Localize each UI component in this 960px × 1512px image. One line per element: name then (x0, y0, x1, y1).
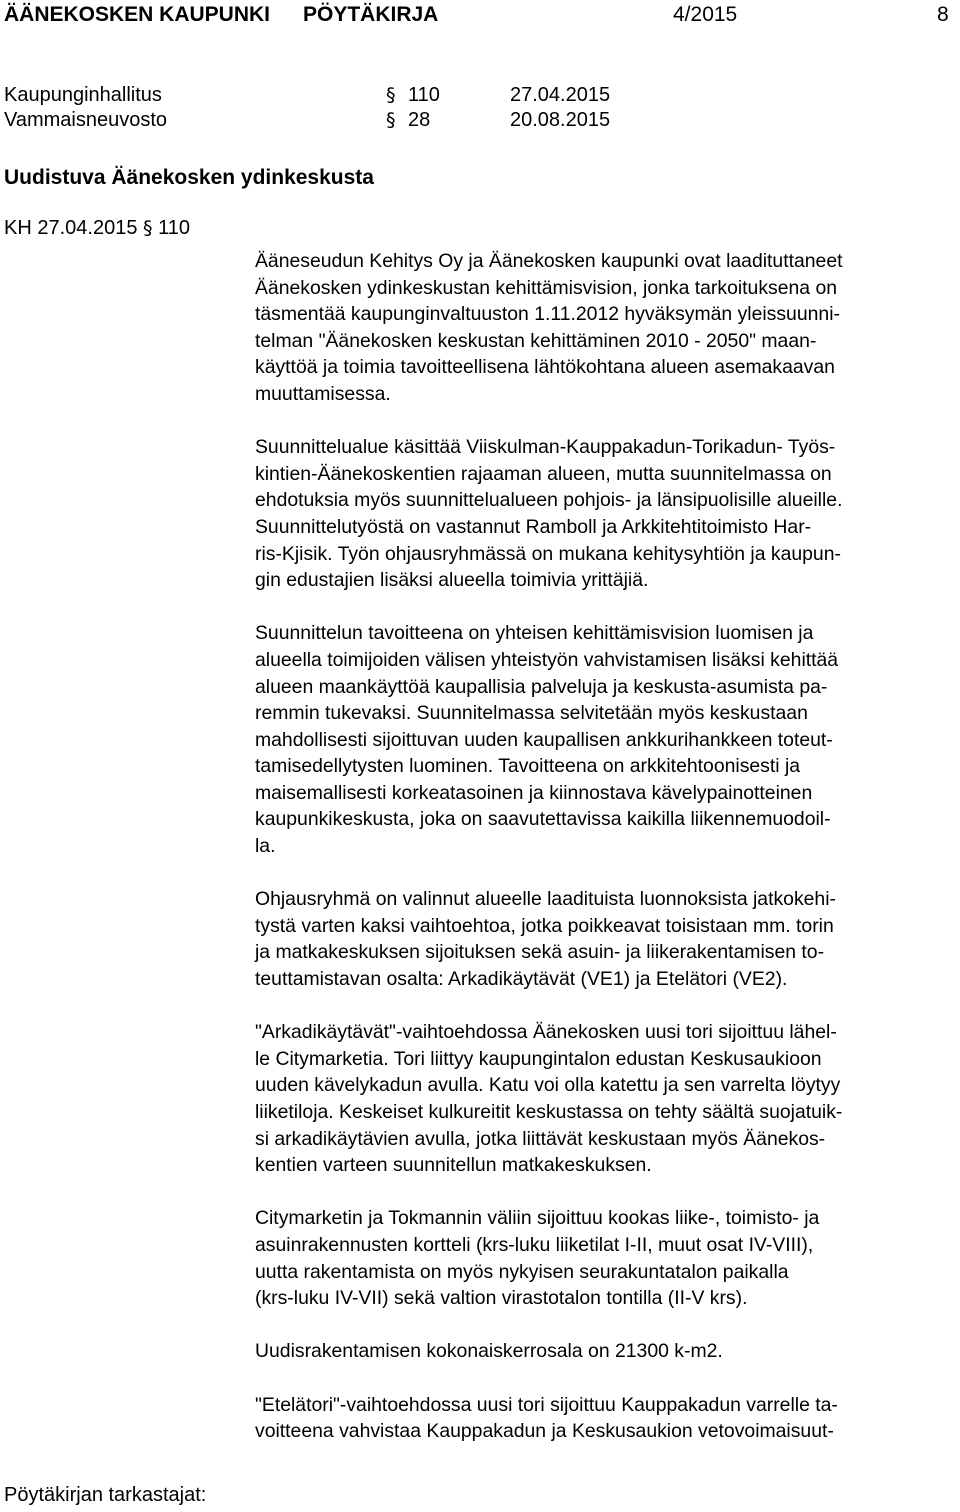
paragraph-line: täsmentää kaupunginvaltuuston 1.11.2012 hyväksymän yleissuunni- (255, 303, 840, 326)
reference-number: 110 (158, 217, 190, 239)
footer-reviewers: Pöytäkirjan tarkastajat: (4, 1484, 207, 1506)
paragraph-line: "Arkadikäytävät"-vaihtoehdossa Äänekosken uusi tori sijoittuu lähel- (255, 1021, 837, 1044)
paragraph-line: tamisedellytysten luominen. Tavoitteena on arkkitehtoonisesti ja (255, 755, 801, 778)
paragraph-line: ja matkakeskuksen sijoituksen sekä asuin- ja liikerakentamisen to- (255, 941, 825, 964)
paragraph-gap (255, 993, 955, 1020)
paragraph-line: uutta rakentamista on myös nykyisen seurakuntatalon paikalla (255, 1260, 789, 1283)
paragraph (255, 886, 955, 992)
meeting-body: Vammaisneuvosto (4, 109, 168, 131)
paragraph-line: kaupunkikeskusta, joka on saavutettavissa kaikilla liikennemuodoil- (255, 808, 831, 831)
meeting-section-number: 28 (408, 109, 431, 131)
paragraph-gap (255, 408, 955, 435)
paragraph-line: tystä varten kaksi vaihtoehtoa, jotka poikkeavat toisistaan mm. torin (255, 914, 834, 937)
paragraph-gap (255, 1179, 955, 1206)
paragraph-line: uuden kävelykadun avulla. Katu voi olla katettu ja sen varrelta löytyy (255, 1074, 841, 1097)
paragraph-line: Suunnittelutyöstä on vastannut Ramboll ja Arkkitehtitoimisto Har- (255, 515, 812, 538)
paragraph-line: mahdollisesti sijoittuvan uuden kaupallisen ankkurihankkeen toteut- (255, 728, 833, 751)
paragraph-line: remmin tukevaksi. Suunnitelmassa selvitetään myös keskustaan (255, 702, 808, 725)
paragraph-line: muuttamisessa. (255, 382, 391, 405)
paragraph-line: Äänekosken ydinkeskustan kehittämisvision, jonka tarkoituksena on (255, 276, 838, 299)
paragraph-line: Ääneseudun Kehitys Oy ja Äänekosken kaupunki ovat laadituttaneet (255, 250, 843, 272)
paragraph-gap (255, 594, 955, 621)
paragraph-line: Suunnittelun tavoitteena on yhteisen kehittämisvision luomisen ja (255, 622, 814, 645)
meeting-body: Kaupunginhallitus (4, 84, 162, 106)
header-page-number: 8 (937, 3, 949, 26)
paragraph-line: alueen maankäyttöä kaupallisia palveluja ja keskusta-asumista pa- (255, 675, 828, 698)
paragraph-line: (krs-luku IV-VII) sekä valtion virastotalon tontilla (II-V krs). (255, 1287, 748, 1310)
paragraph-gap (255, 1365, 955, 1392)
paragraph-line: Uudisrakentamisen kokonaiskerrosala on 21300 k-m2. (255, 1340, 723, 1363)
header-document-type: PÖYTÄKIRJA (303, 3, 439, 26)
paragraph (255, 1205, 955, 1311)
paragraph-line: Ohjausryhmä on valinnut alueelle laadituista luonnoksista jatkokehi- (255, 888, 836, 911)
header-city: ÄÄNEKOSKEN KAUPUNKI (4, 3, 271, 26)
paragraph-line: Suunnittelualue käsittää Viiskulman-Kauppakadun-Torikadun- Työs- (255, 436, 836, 459)
meeting-section-number: 110 (408, 84, 440, 106)
paragraph (255, 434, 955, 594)
paragraph-line: alueella toimijoiden välisen yhteistyön vahvistamisen lisäksi kehittää (255, 648, 839, 671)
document-body (255, 248, 955, 1445)
paragraph-line: si arkadikäytävien avulla, jotka liittävät keskustaan myös Äänekos- (255, 1127, 826, 1150)
meeting-date: 27.04.2015 (510, 84, 611, 106)
paragraph-line: le Citymarketia. Tori liittyy kaupungintalon edustan Keskusaukioon (255, 1047, 822, 1070)
paragraph (255, 1392, 955, 1445)
paragraph-line: Citymarketin ja Tokmannin väliin sijoittuu kookas liike-, toimisto- ja (255, 1207, 820, 1230)
paragraph (255, 248, 955, 408)
paragraph-line: teuttamistavan osalta: Arkadikäytävät (VE1) ja Etelätori (VE2). (255, 968, 788, 991)
paragraph-line: ris-Kjisik. Työn ohjausryhmässä on mukana kehitysyhtiön ja kaupun- (255, 542, 841, 565)
paragraph-line: käyttöä ja toimia tavoitteellisena lähtökohtana alueen asemakaavan (255, 356, 835, 379)
paragraph-line: asuinrakennusten kortteli (krs-luku liiketilat I-II, muut osat IV-VIII), (255, 1233, 814, 1256)
paragraph-line: ehdotuksia myös suunnittelualueen pohjois- ja länsipuolisille alueille. (255, 489, 843, 512)
paragraph (255, 620, 955, 859)
paragraph-line: maisemallisesti korkeatasoinen ja kiinnostava kävelypainotteinen (255, 781, 813, 804)
reference-text: KH 27.04.2015 (4, 217, 138, 239)
document-title: Uudistuva Äänekosken ydinkeskusta (4, 166, 374, 189)
paragraph-gap (255, 1312, 955, 1339)
section-sign-icon: § (143, 217, 153, 239)
paragraph-line: kintien-Äänekoskentien rajaaman alueen, mutta suunnitelmassa on (255, 462, 832, 485)
section-sign-icon: § (386, 84, 396, 106)
paragraph-line: liiketiloja. Keskeiset kulkureitit keskustassa on tehty säältä suojatuik- (255, 1101, 843, 1123)
paragraph-gap (255, 860, 955, 887)
header-document-number: 4/2015 (673, 3, 738, 26)
paragraph-line: telman "Äänekosken keskustan kehittäminen 2010 - 2050" maan- (255, 329, 817, 352)
paragraph-line: gin edustajien lisäksi alueella toimivia yrittäjiä. (255, 569, 649, 592)
reference-line (4, 217, 190, 240)
paragraph-line: "Etelätori"-vaihtoehdossa uusi tori sijoittuu Kauppakadun varrelle ta- (255, 1393, 838, 1416)
paragraph-line: voitteena vahvistaa Kauppakadun ja Keskusaukion vetovoimaisuut- (255, 1420, 834, 1443)
paragraph (255, 1019, 955, 1179)
meeting-date: 20.08.2015 (510, 109, 611, 131)
section-sign-icon: § (386, 109, 396, 131)
paragraph (255, 1338, 955, 1365)
paragraph-line: kentien varteen suunnitellun matkakeskuksen. (255, 1154, 652, 1177)
page-header (0, 0, 960, 34)
paragraph-line: la. (255, 835, 276, 858)
